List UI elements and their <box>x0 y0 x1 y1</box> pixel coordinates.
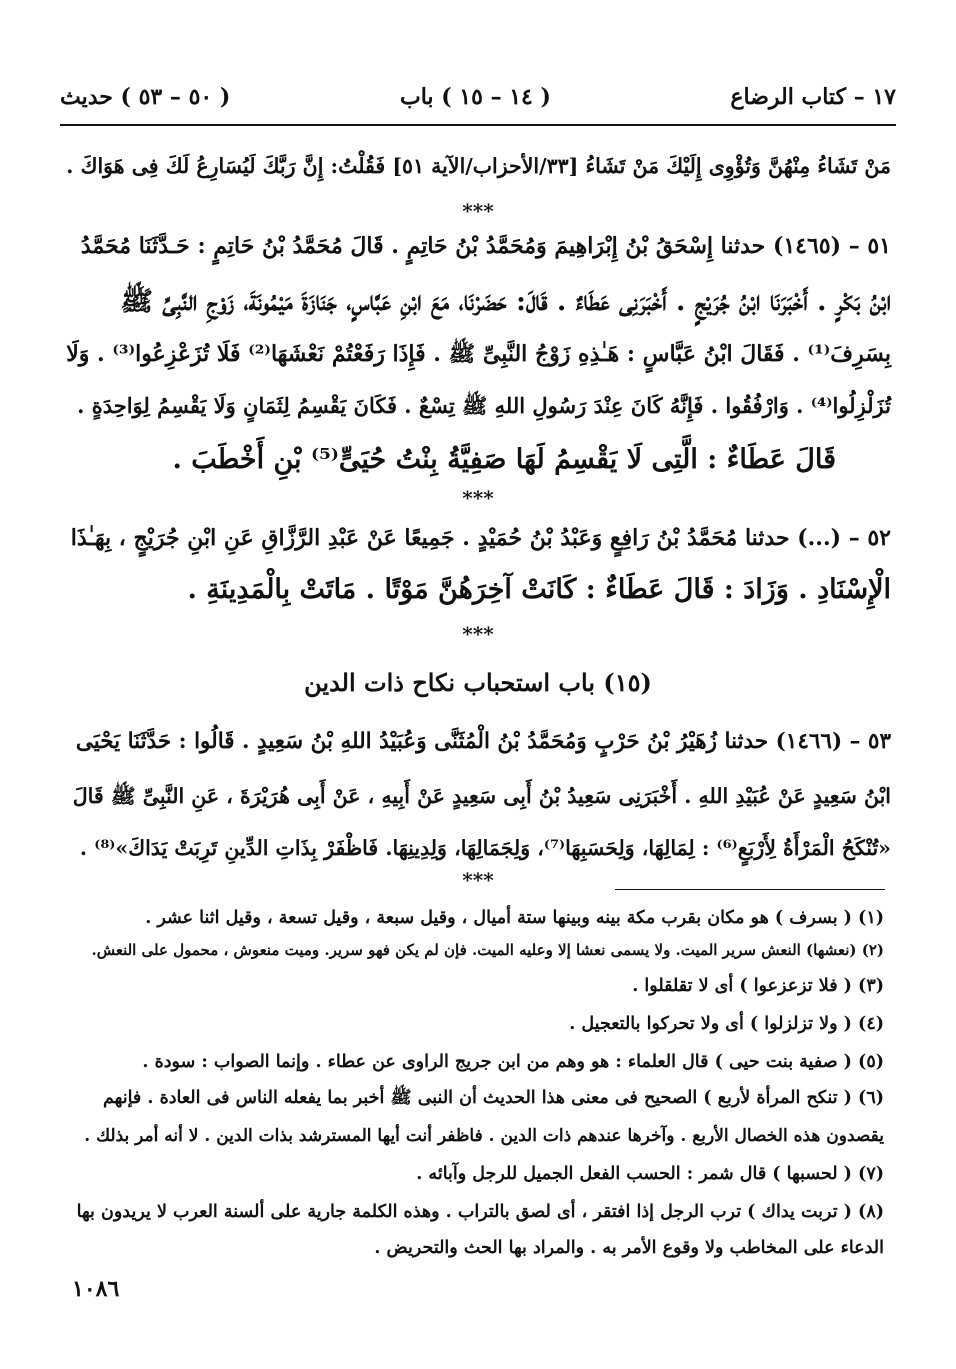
text-line: بِسَرِفَ⁽¹⁾ . فَقَالَ ابْنُ عَبَّاسٍ : هَـٰذِهِ زَوْجُ النَّبِىِّ ﷺ . فَإِذَا رَفَعْتُمْ نَعْشَهَا⁽²⁾ فَلَا تُزَعْزِعُوا⁽³⁾ . وَلَا <box>66 341 891 367</box>
footnote: (٢) (نعشها) النعش سرير الميت. ولا يسمى نعشا إلا وعليه الميت. فإن لم يكن فهو سرير. وميت منعوش ، محمول على النعش. <box>91 941 884 959</box>
footnote: (٧) ( لحسبها ) قال شمر : الحسب الفعل الجميل للرجل وآبائه . <box>416 1164 884 1184</box>
text-line: ابْنُ سَعِيدٍ عَنْ عُبَيْدِ اللهِ . أَخْبَرَنِى سَعِيدُ بْنُ أَبِى سَعِيدٍ عَنْ أَبِيهِ ، عَنْ أَبِى هُرَيْرَةَ ، عَنِ النَّبِىِّ ﷺ قَالَ <box>72 784 891 808</box>
page-number: ١٠٨٦ <box>72 1276 120 1302</box>
section-separator: *** <box>462 486 494 510</box>
header-chapter-range: ( ١٤ – ١٥ ) باب <box>400 84 551 110</box>
text-line: مَنْ تَشَاءُ مِنْهُنَّ وَتُؤْوِى إِلَيْكَ مَنْ تَشَاءُ [٣٣/الأحزاب/الآية ٥١] فَقُلْتُ: إِنَّ رَبَّكَ لَيُسَارِعُ لَكَ فِى هَوَاكَ . <box>66 154 891 178</box>
footnote: (٥) ( صفية بنت حيى ) قال العلماء : هو وهم من ابن جريج الراوى عن عطاء . وإنما الصواب : سودة . <box>142 1052 884 1072</box>
section-separator: *** <box>462 622 494 646</box>
text-line: تُزَلْزِلُوا⁽⁴⁾ . وَارْفُقُوا . فَإِنَّهُ كَانَ عِنْدَ رَسُولِ اللهِ ﷺ تِسْعٌ . فَكَانَ يَقْسِمُ لِثَمَانٍ وَلَا يَقْسِمُ لِوَاحِدَةٍ . <box>77 393 891 418</box>
footnote-continuation: الدعاء على المخاطب ولا وقوع الأمر به . والمراد بها الحث والتحريض . <box>374 1238 884 1258</box>
header-rule <box>60 124 896 126</box>
footnote-rule <box>615 889 885 890</box>
text-line: ابْنُ بَكْرٍ . أَخْبَرَنَا ابْنُ جُرَيْجٍ . أَخْبَرَنِى عَطَاءٌ . قَالَ: حَضَرْنَا، مَعَ ابْنِ عَبَّاسٍ، جَنَازَةَ مَيْمُونَةَ، زَوْجِ النَّبِىِّ ﷺ <box>120 286 891 317</box>
hadith-52-line: ٥٢ – (...) حدثنا مُحَمَّدُ بْنُ رَافِعٍ وَعَبْدُ بْنُ حُمَيْدٍ . جَمِيعًا عَنْ عَبْدِ الرَّزَّاقِ عَنِ ابْنِ جُرَيْجٍ ، بِهَـٰذَا <box>70 525 891 551</box>
text-line: «تُنْكَحُ الْمَرْأَةُ لِأَرْبَعٍ⁽⁶⁾ : لِمَالِهَا، وَلِحَسَبِهَا⁽⁷⁾، وَلِجَمَالِهَا، وَلِدِينِهَا. فَاظْفَرْ بِذَاتِ الدِّينِ تَرِبَتْ يَدَاكَ»⁽⁸⁾ . <box>79 836 891 860</box>
chapter-title: (١٥) باب استحباب نكاح ذات الدين <box>304 668 652 697</box>
footnote-continuation: يقصدون هذه الخصال الأربع . وآخرها عندهم ذات الدين . فاظفر أنت أيها المسترشد بذات الدين . لا أنه أمر بذلك . <box>84 1126 884 1146</box>
section-separator: *** <box>462 868 494 892</box>
hadith-53-line: ٥٣ – (١٤٦٦) حدثنا زُهَيْرُ بْنُ حَرْبٍ وَمُحَمَّدُ بْنُ الْمُثَنَّى وَعُبَيْدُ اللهِ بْنُ سَعِيدٍ . قَالُوا : حَدَّثَنَا يَحْيَى <box>75 729 891 754</box>
header-hadith-range: ( ٥٠ – ٥٣ ) حديث <box>60 84 231 110</box>
footnote: (٣) ( فلا تزعزعوا ) أى لا تقلقلوا . <box>632 976 884 996</box>
text-line: قَالَ عَطَاءٌ : الَّتِى لَا يَقْسِمُ لَهَا صَفِيَّةُ بِنْتُ حُيَىٍّ⁽⁵⁾ بْنِ أَخْطَبَ . <box>172 444 836 475</box>
header-book-title: ١٧ – كتاب الرضاع <box>730 84 896 110</box>
footnote: (٨) ( تربت يداك ) ترب الرجل إذا افتقر ، أى لصق بالتراب . وهذه الكلمة جارية على ألسنة العرب لا يريدون بها <box>76 1202 884 1222</box>
footnote: (١) ( بسرف ) هو مكان بقرب مكة بينه وبينها ستة أميال ، وقيل سبعة ، وقيل تسعة ، وقيل اثنا عشر . <box>145 908 884 928</box>
text-line: الْإِسْنَادِ . وَزَادَ : قَالَ عَطَاءٌ : كَانَتْ آخِرَهُنَّ مَوْتًا . مَاتَتْ بِالْمَدِينَةِ . <box>187 574 891 605</box>
hadith-51-line: ٥١ – (١٤٦٥) حدثنا إِسْحَقُ بْنُ إِبْرَاهِيمَ وَمُحَمَّدُ بْنُ حَاتِمٍ . قَالَ مُحَمَّدُ بْنُ حَاتِمٍ : حَـدَّثَنَا مُحَمَّدُ <box>80 233 891 259</box>
section-separator: *** <box>462 199 494 223</box>
footnote: (٤) ( ولا تزلزلوا ) أى ولا تحركوا بالتعجيل . <box>569 1014 884 1034</box>
footnote: (٦) ( تنكح المرأة لأربع ) الصحيح فى معنى هذا الحديث أن النبى ﷺ أخبر بما يفعله الناس فى العادة . فإنهم <box>103 1088 884 1108</box>
running-header <box>60 78 896 126</box>
